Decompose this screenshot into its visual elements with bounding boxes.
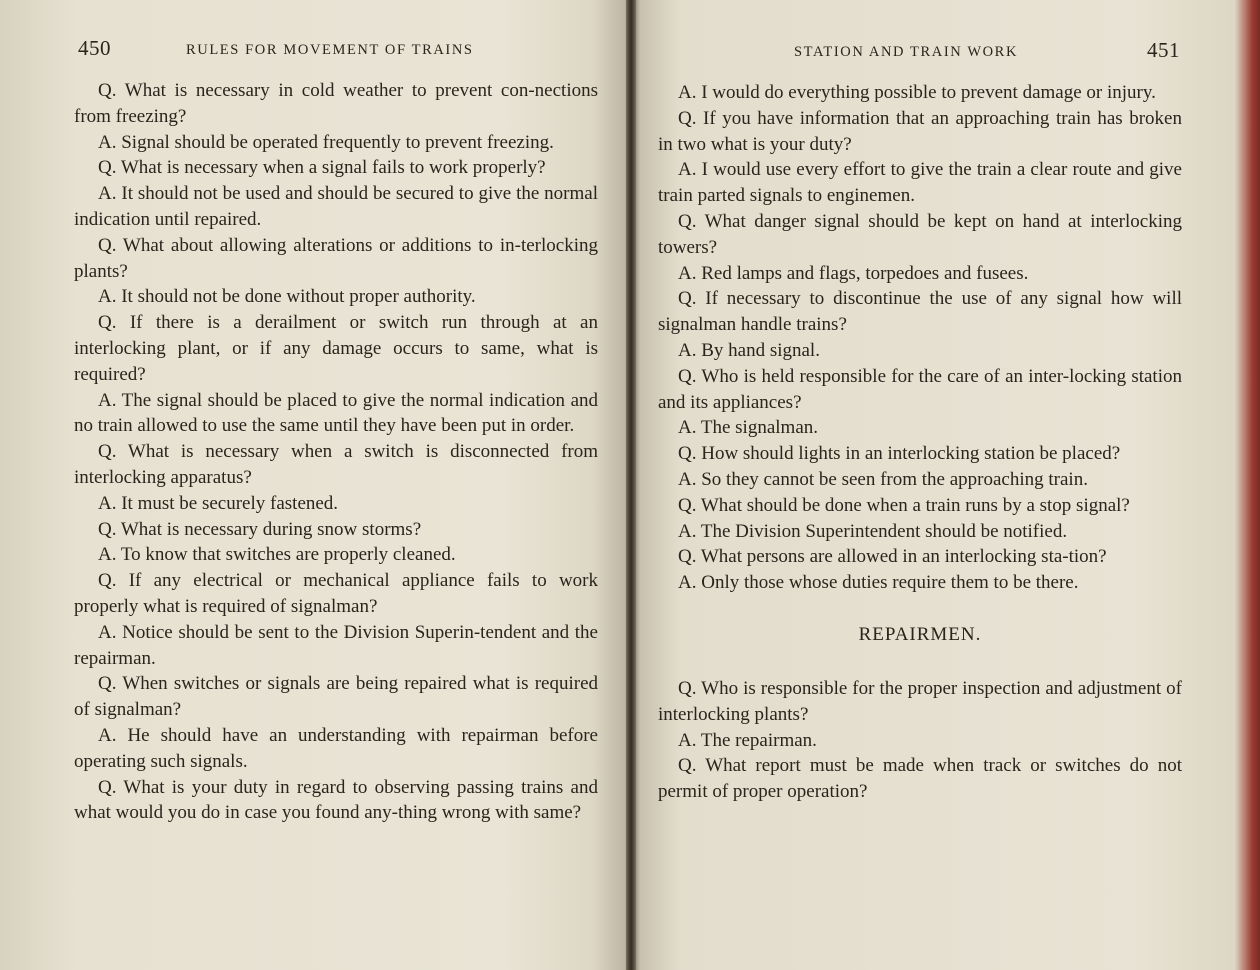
- qa-paragraph: A. It must be securely fastened.: [98, 492, 339, 514]
- right-page-body: [658, 80, 1182, 805]
- right-running-title: STATION AND TRAIN WORK: [794, 44, 1019, 60]
- right-page: [636, 0, 1260, 970]
- qa-paragraph: A. By hand signal.: [678, 339, 820, 361]
- qa-paragraph: A. It should not be used and should be secured to give the normal indication until repaired.: [74, 183, 598, 230]
- qa-paragraph: Q. How should lights in an interlocking station be placed?: [678, 443, 1121, 465]
- qa-paragraph: Q. When switches or signals are being repaired what is required of signalman?: [74, 673, 598, 721]
- qa-paragraph: Q. What persons are allowed in an interlocking sta-tion?: [678, 546, 1107, 568]
- qa-paragraph: Q. What about allowing alterations or additions to in-terlocking plants?: [74, 234, 598, 282]
- qa-paragraph: Q. What is necessary when a signal fails to work properly?: [98, 157, 546, 179]
- qa-paragraph: A. I would do everything possible to prevent damage or injury.: [678, 82, 1156, 103]
- qa-paragraph: A. The Division Superintendent should be notified.: [678, 520, 1068, 542]
- qa-paragraph: A. The repairman.: [678, 729, 817, 751]
- section-heading: REPAIRMEN.: [858, 623, 982, 645]
- qa-paragraph: A. To know that switches are properly cleaned.: [98, 544, 456, 566]
- left-page-body: [74, 78, 598, 826]
- right-page-number: 451: [1147, 38, 1180, 62]
- qa-paragraph: A. So they cannot be seen from the approaching train.: [678, 468, 1088, 490]
- qa-paragraph: Q. What danger signal should be kept on hand at interlocking towers?: [658, 210, 1182, 258]
- qa-paragraph: A. The signalman.: [678, 417, 819, 439]
- left-page-header: [74, 34, 598, 64]
- qa-paragraph: A. Only those whose duties require them to be there.: [678, 572, 1079, 594]
- qa-paragraph: Q. What is necessary when a switch is disconnected from interlocking apparatus?: [74, 441, 598, 488]
- qa-paragraph: Q. If any electrical or mechanical appliance fails to work properly what is required of signalman?: [74, 570, 598, 617]
- qa-paragraph: Q. What is necessary during snow storms?: [98, 518, 422, 540]
- qa-paragraph: A. Signal should be operated frequently to prevent freezing.: [98, 131, 554, 153]
- left-page: [0, 0, 628, 970]
- qa-paragraph: Q. What is your duty in regard to observing passing trains and what would you do in case you found any-thing wrong with same?: [74, 776, 598, 824]
- qa-paragraph: A. He should have an understanding with repairman before operating such signals.: [74, 724, 598, 772]
- left-page-number: 450: [78, 36, 111, 60]
- qa-paragraph: A. I would use every effort to give the train a clear route and give train parted signals to enginemen.: [658, 159, 1182, 207]
- qa-paragraph: Q. Who is responsible for the proper inspection and adjustment of interlocking plants?: [658, 677, 1182, 725]
- qa-paragraph: Q. If there is a derailment or switch run through at an interlocking plant, or if any damage occurs to same, what is required?: [74, 312, 598, 385]
- qa-paragraph: A. Notice should be sent to the Division Superin-tendent and the repairman.: [74, 621, 598, 669]
- qa-paragraph: Q. What should be done when a train runs by a stop signal?: [678, 494, 1130, 516]
- qa-paragraph: Q. What report must be made when track or switches do not permit of proper operation?: [658, 755, 1182, 803]
- qa-paragraph: Q. Who is held responsible for the care of an inter-locking station and its appliances?: [658, 365, 1182, 413]
- qa-paragraph: A. Red lamps and flags, torpedoes and fusees.: [678, 262, 1029, 284]
- qa-paragraph: A. The signal should be placed to give the normal indication and no train allowed to use the same until they have been put in order.: [74, 389, 598, 437]
- qa-paragraph: Q. What is necessary in cold weather to prevent con-nections from freezing?: [74, 80, 598, 127]
- qa-paragraph: A. It should not be done without proper authority.: [98, 286, 476, 308]
- left-running-title: RULES FOR MOVEMENT OF TRAINS: [186, 42, 474, 58]
- qa-paragraph: Q. If necessary to discontinue the use of any signal how will signalman handle trains?: [658, 288, 1182, 336]
- qa-paragraph: Q. If you have information that an approaching train has broken in two what is your duty?: [658, 107, 1182, 155]
- right-page-header: [658, 36, 1182, 66]
